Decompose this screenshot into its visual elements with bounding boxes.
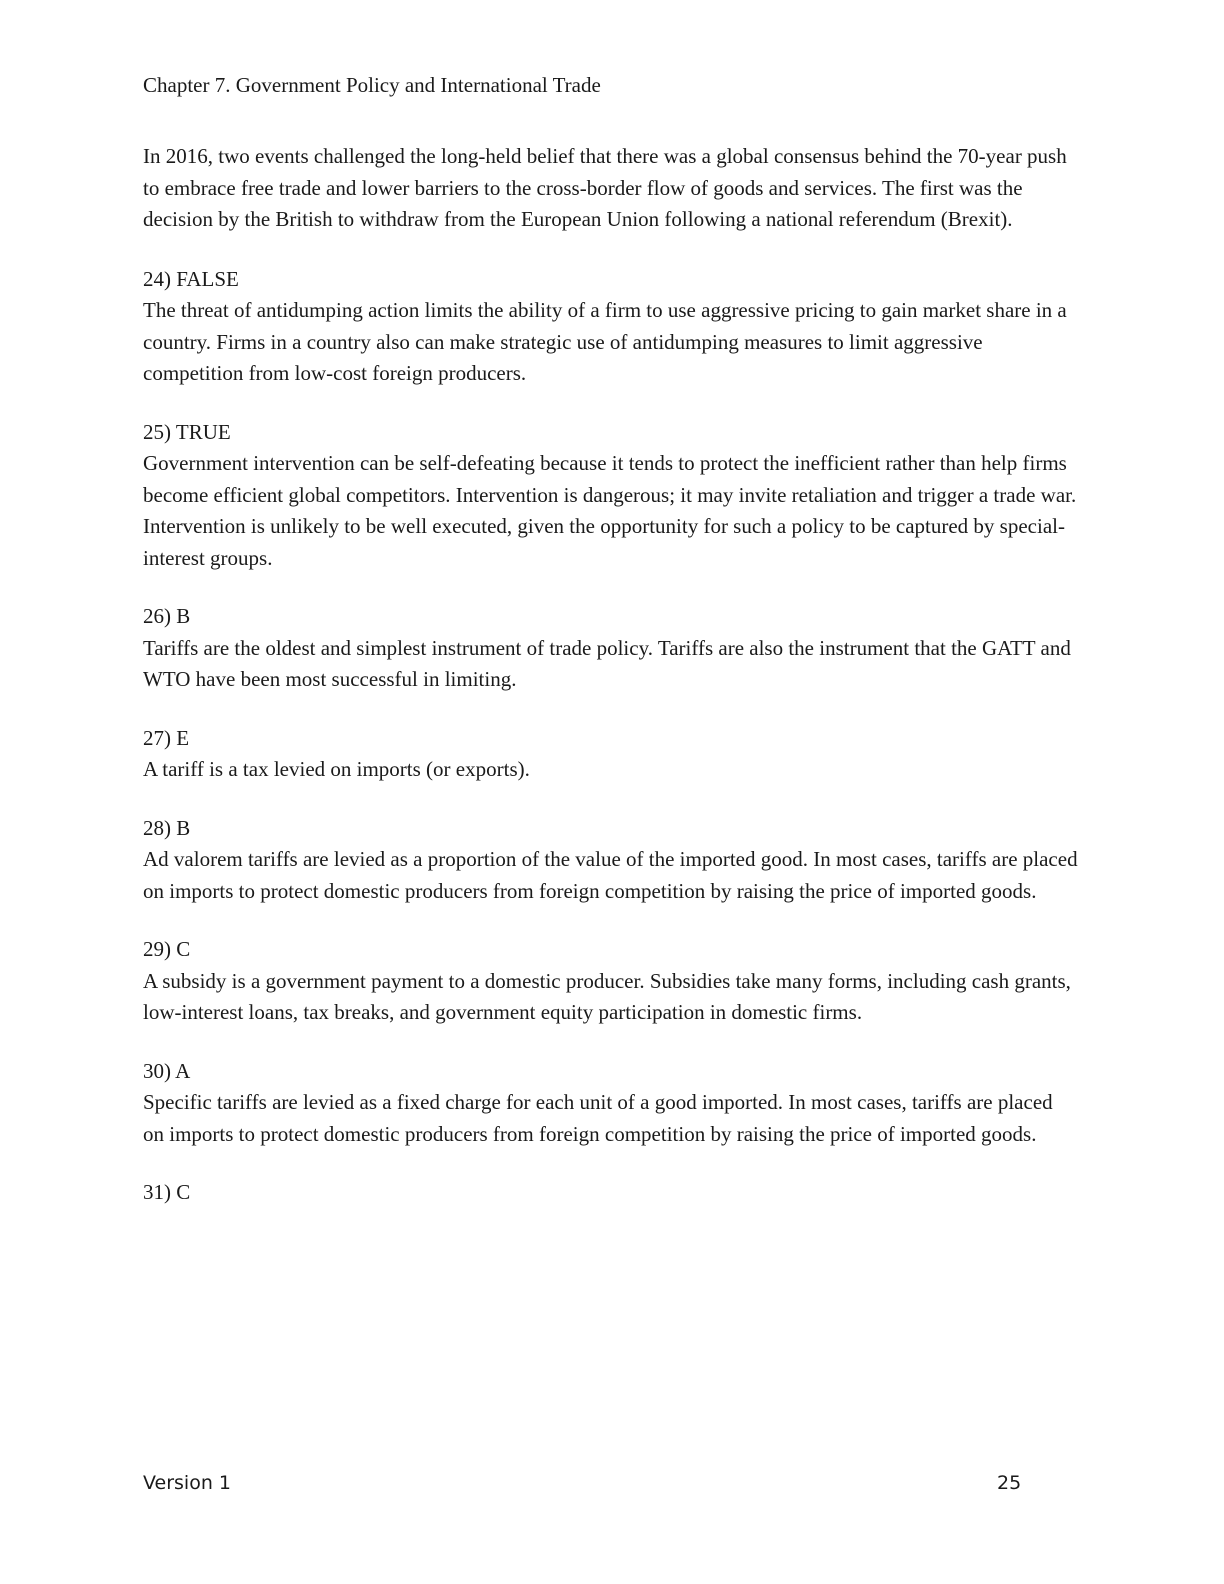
answer-key: 25) TRUE [143, 419, 231, 444]
running-head: Chapter 7. Government Policy and International Trade [143, 73, 601, 97]
answer-key: 24) FALSE [143, 266, 239, 291]
answer-explanation: A tariff is a tax levied on imports (or exports). [143, 757, 530, 781]
answer-item [143, 934, 1078, 1029]
intro-paragraph: In 2016, two events challenged the long-held belief that there was a global consensus behind the 70-year push to embrace free trade and lower barriers to the cross-border flow of goods and services. The first was the decision by the British to withdraw from the European Union following a national referendum (Brexit). [143, 144, 1067, 231]
answer-key: 31) C [143, 1180, 191, 1204]
answer-key: 27) E [143, 725, 190, 750]
answer-item [143, 1056, 1078, 1151]
answer-key: 26) B [143, 604, 191, 628]
answer-item [143, 723, 1078, 786]
answer-item [143, 1177, 1078, 1209]
answer-item [143, 601, 1078, 696]
answer-key: 29) C [143, 937, 191, 961]
answer-item [143, 813, 1078, 908]
answer-explanation: Tariffs are the oldest and simplest instrument of trade policy. Tariffs are also the instrument that the GATT and WTO have been most successful in limiting. [143, 635, 1071, 691]
footer-page-number: 25 [997, 1472, 1022, 1494]
answer-explanation: Specific tariffs are levied as a fixed charge for each unit of a good imported. In most cases, tariffs are placed on imports to protect domestic producers from foreign competition by raising the price of imported goods. [143, 1090, 1053, 1146]
answer-explanation: The threat of antidumping action limits the ability of a firm to use aggressive pricing to gain market share in a country. Firms in a country also can make strategic use of antidumping measures to limit aggressive competition from low-cost foreign producers. [143, 298, 1067, 385]
footer-version: Version 1 [143, 1472, 231, 1494]
page-content [143, 141, 1078, 1236]
answer-key: 30) A [143, 1058, 191, 1083]
answer-key: 28) B [143, 815, 191, 840]
answer-item [143, 264, 1078, 390]
answer-explanation: Ad valorem tariffs are levied as a proportion of the value of the imported good. In most cases, tariffs are placed on imports to protect domestic producers from foreign competition by raising the price of imported goods. [143, 847, 1078, 903]
answer-item [143, 417, 1078, 575]
answer-explanation: A subsidy is a government payment to a domestic producer. Subsidies take many forms, including cash grants, low-interest loans, tax breaks, and government equity participation in domestic firms. [143, 968, 1071, 1024]
answer-explanation: Government intervention can be self-defeating because it tends to protect the inefficient rather than help firms become efficient global competitors. Intervention is dangerous; it may invite retaliation and trigger a trade war. Intervention is unlikely to be well executed, given the opportunity for such a policy to be captured by special-interest groups. [143, 451, 1077, 570]
